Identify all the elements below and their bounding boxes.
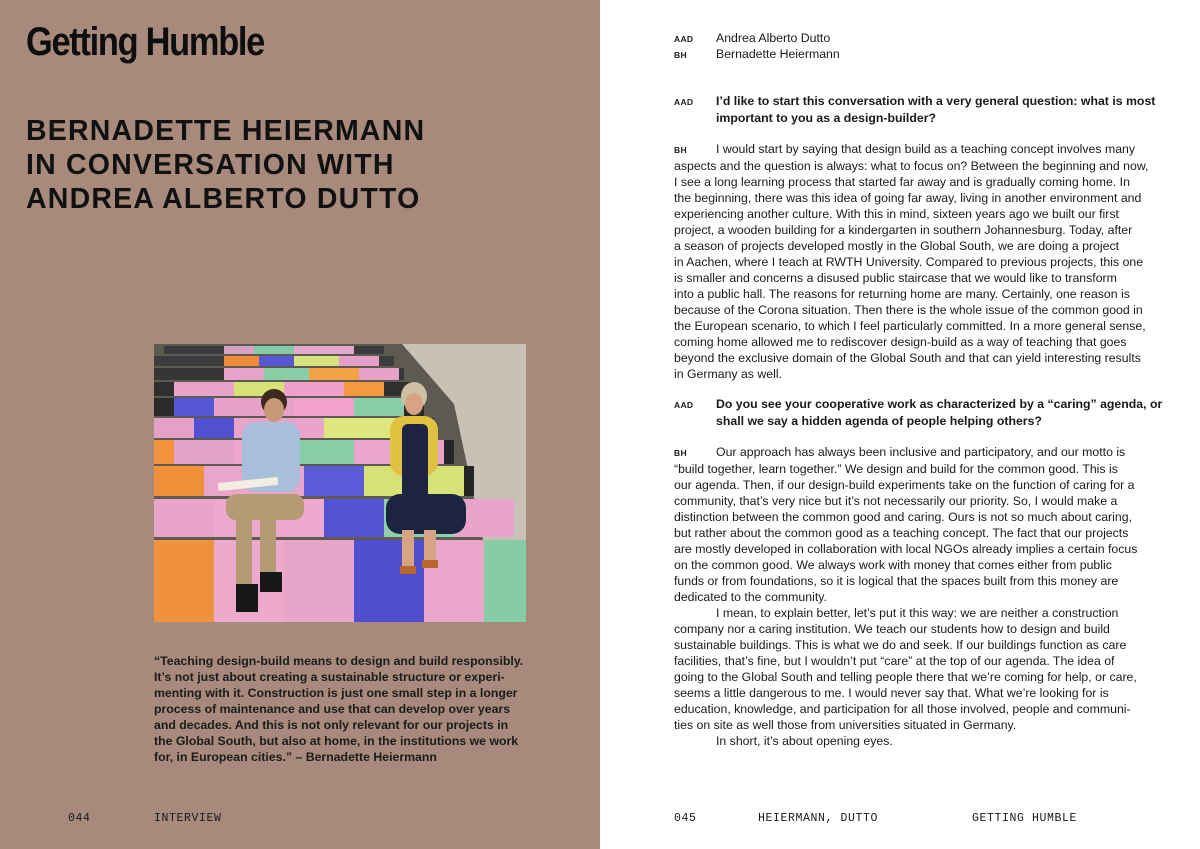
answer-line: project, a wooden building for a kindergarten in southern Johannesburg. Today, after [674,223,1133,237]
answer-line: “build together, learn together.” We design and build for the common good. This is [674,462,1118,476]
question-line: shall we say a hidden agenda of people helping others? [716,414,1042,428]
section-label: INTERVIEW [154,812,222,825]
answer-line: because of the Corona situation. Then there is the whole issue of the common good in [674,303,1143,317]
answer-line: the European scenario, to which I feel particularly committed. In a more general sense, [674,319,1146,333]
answer-line: the beginning, there was this idea of going far away, living in another environment and [674,191,1142,205]
question-text: I’d like to start this conversation with a very general question: what is most [716,94,1156,108]
quote-line: for, in European cities.” – Bernadette Heiermann [154,750,437,764]
answer-tag: BH [674,145,687,155]
answer-line: in Aachen, where I teach at RWTH University. Compared to previous projects, this one [674,255,1144,269]
answer-line: I mean, to explain better, let’s put it this way: we are neither a construction [716,606,1119,620]
speaker-abbr: BH [674,50,687,60]
photo-icon [154,344,526,622]
answer-line: facilities, that’s fine, but I wouldn’t put “care” at the top of our agenda. The idea of [674,654,1115,668]
question-tag: AAD [674,97,694,107]
answer-line: coming home allowed me to rediscover design-build as a way of teaching that goes [674,335,1127,349]
answer-2 [674,444,1174,749]
answer-line: funds or from foundations, so it is logical that the spaces built from this money are [674,574,1119,588]
speaker-list [674,31,840,63]
answer-line [674,444,1174,461]
answer-text: I would start by saying that design build as a teaching concept involves many [716,142,1136,156]
subtitle-line: IN CONVERSATION WITH [26,149,395,181]
page-title: Getting Humble [26,20,265,64]
speaker-row [674,47,840,63]
interview-subtitle [26,114,425,216]
answer-1 [674,141,1174,382]
answer-line: dedicated to the community. [674,590,827,604]
page-number-left: 044 [68,812,91,825]
speaker-abbr: AAD [674,34,694,44]
answer-line: on the common good. We always work with money that comes either from public [674,558,1112,572]
quote-line: “Teaching design-build means to design and build responsibly. [154,654,524,668]
running-authors: HEIERMANN, DUTTO [758,812,879,825]
right-page [600,0,1200,849]
quote-line: menting with it. Construction is just one small step in a longer [154,686,518,700]
answer-line: In short, it’s about opening eyes. [716,734,893,748]
quote-line: process of maintenance and use that can develop over years [154,702,511,716]
answer-line: distinction between the common good and caring. Ours is not so much about caring, [674,510,1132,524]
answer-line: sustainable buildings. This is what we do and seek. If our buildings function as care [674,638,1127,652]
answer-line: education, knowledge, and participation for all those involved, people and communi- [674,702,1131,716]
answer-line: into a public hall. The reasons for returning home are many. Certainly, one reason is [674,287,1130,301]
speaker-name: Bernadette Heiermann [716,47,840,61]
quote-line: It’s not just about creating a sustainable structure or experi- [154,670,505,684]
answer-line: a season of projects developed mostly in the Global South, we are doing a project [674,239,1120,253]
answer-text: Our approach has always been inclusive and participatory, and our motto is [716,445,1126,459]
question-2 [674,396,1174,429]
answer-line: but rather about the common good as a teaching concept. The fact that our projects [674,526,1129,540]
answer-line: is smaller and concerns a disused public staircase that we would like to transform [674,271,1117,285]
question-line: important to you as a design-builder? [716,111,936,125]
answer-line: beyond the exclusive domain of the Global South and that can yield interesting results [674,351,1141,365]
answer-line [674,141,1174,158]
page-number-right: 045 [674,812,697,825]
running-title: GETTING HUMBLE [972,812,1078,825]
subtitle-line: BERNADETTE HEIERMANN [26,115,426,147]
subtitle-line: ANDREA ALBERTO DUTTO [26,183,421,215]
answer-line: in Germany as well. [674,367,782,381]
answer-line: company nor a caring institution. We teach our students how to design and build [674,622,1110,636]
speaker-row [674,31,840,47]
answer-line: are mostly developed in collaboration with local NGOs already implies a certain focus [674,542,1138,556]
question-text: Do you see your cooperative work as characterized by a “caring” agenda, or [716,397,1163,411]
answer-line: experiencing another culture. With this in mind, sixteen years ago we built our first [674,207,1119,221]
staircase-photo [154,344,526,622]
answer-line: I see a long learning process that started far away and is gradually coming home. In [674,175,1130,189]
question-1 [674,93,1174,126]
answer-line: our agenda. Then, if our design-build experiments take on the function of caring for a [674,478,1135,492]
question-line [674,93,1174,110]
question-tag: AAD [674,400,694,410]
answer-line: going to the Global South and telling people there that we’re coming for help, or care, [674,670,1137,684]
answer-line: ties on site as well those from universities situated in Germany. [674,718,1017,732]
answer-line: aspects and the question is always: what to focus on? Between the beginning and now, [674,159,1149,173]
question-line [674,396,1174,413]
speaker-name: Andrea Alberto Dutto [716,31,831,45]
pull-quote [154,653,534,765]
answer-line: seems a little dangerous to me. I would never say that. What we’re looking for is [674,686,1109,700]
quote-line: the Global South, but also at home, in the institutions we work [154,734,519,748]
quote-line: and decades. And this is not only relevant for our projects in [154,718,509,732]
answer-line: community, that’s very nice but it’s not necessarily our priority. So, I would make a [674,494,1118,508]
answer-tag: BH [674,448,687,458]
